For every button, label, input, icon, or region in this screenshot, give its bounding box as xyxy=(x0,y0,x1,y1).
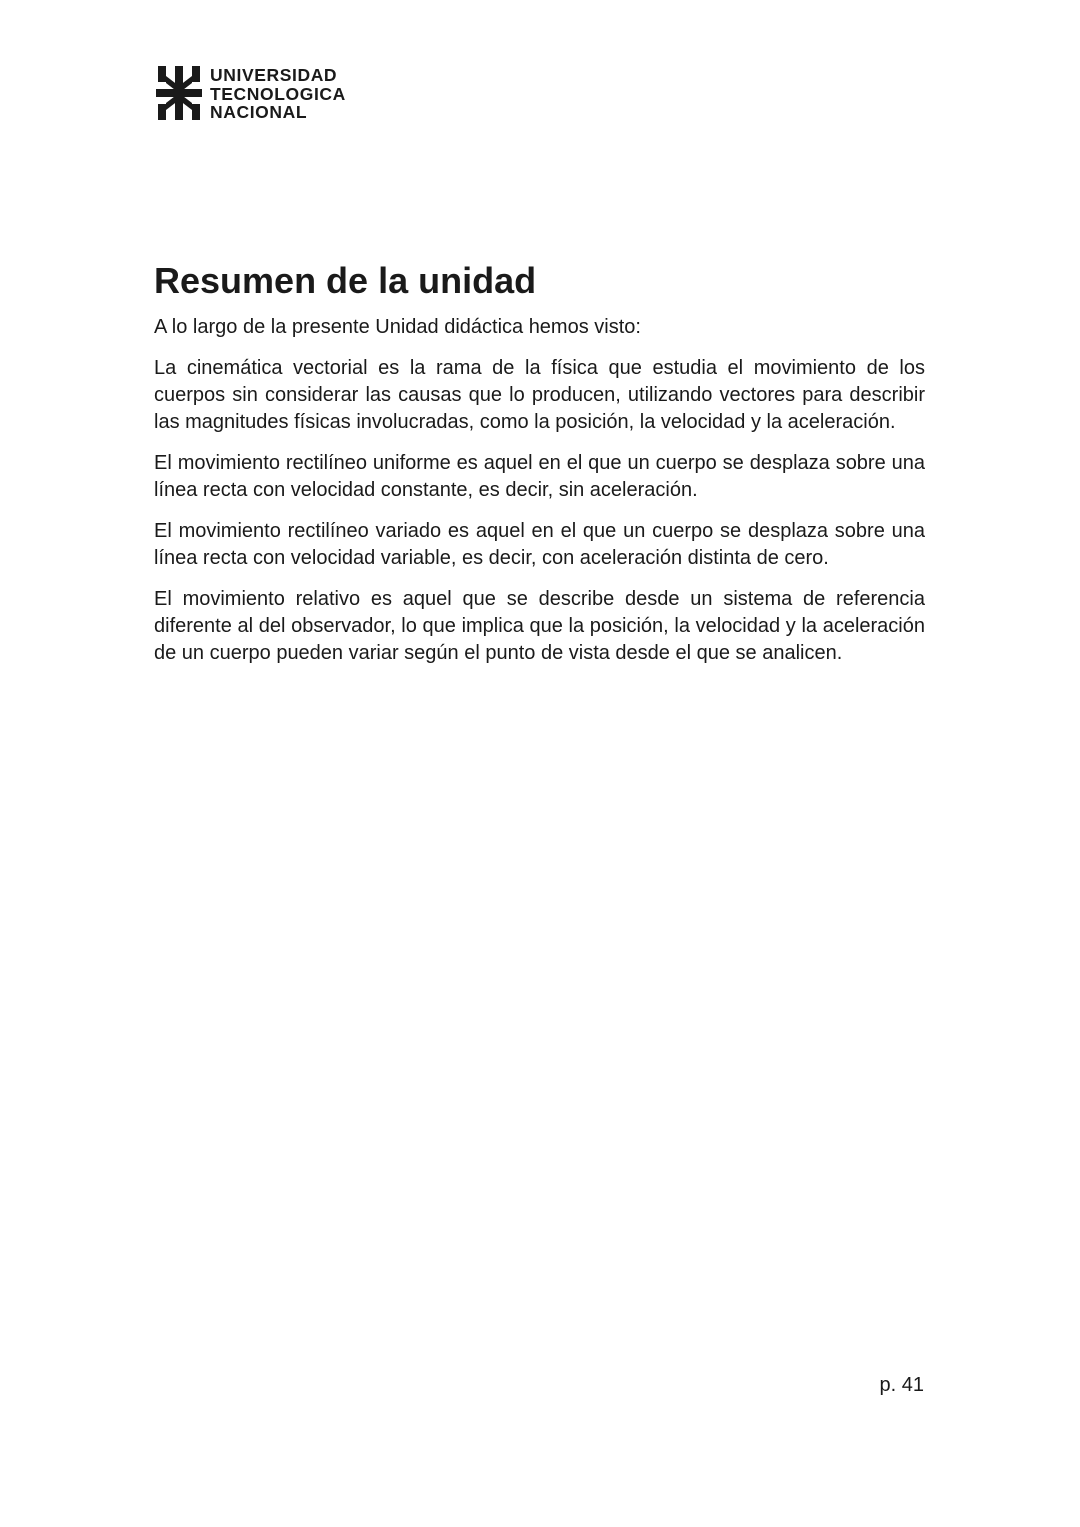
logo-line-3: NACIONAL xyxy=(210,102,308,122)
university-name xyxy=(210,66,346,122)
paragraph-mru: El movimiento rectilíneo uniforme es aquel en el que un cuerpo se desplaza sobre una línea recta con velocidad constante, es decir, sin aceleración. xyxy=(154,452,925,501)
main-content xyxy=(154,258,925,681)
page-title: Resumen de la unidad xyxy=(154,260,537,301)
paragraph-movimiento-relativo: El movimiento relativo es aquel que se describe desde un sistema de referencia diferente al del observador, lo que implica que la posición, la velocidad y la aceleración de un cuerpo pueden variar según el punto de vista desde el que se analicen. xyxy=(154,588,925,664)
paragraph-cinematica-vectorial: La cinemática vectorial es la rama de la física que estudia el movimiento de los cuerpos sin considerar las causas que lo producen, utilizando vectores para describir las magnitudes físicas involucradas, como la posición, la velocidad y la aceleración. xyxy=(154,357,925,433)
page-number: p. 41 xyxy=(879,1374,924,1396)
university-logo xyxy=(156,66,346,122)
logo-line-1: UNIVERSIDAD xyxy=(210,65,338,85)
logo-line-2: TECNOLOGICA xyxy=(210,83,346,104)
intro-paragraph: A lo largo de la presente Unidad didáctica hemos visto: xyxy=(154,316,641,338)
utn-logo-icon xyxy=(156,66,202,120)
paragraph-mrv: El movimiento rectilíneo variado es aquel en el que un cuerpo se desplaza sobre una línea recta con velocidad variable, es decir, con aceleración distinta de cero. xyxy=(154,520,925,569)
